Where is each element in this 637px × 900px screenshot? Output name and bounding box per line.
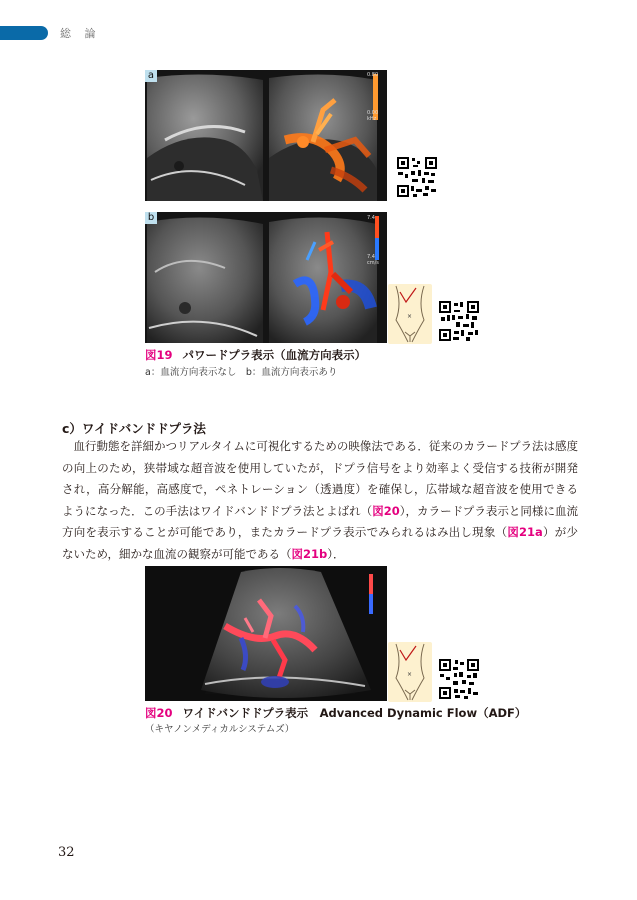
figure-reference-link[interactable]: 図21a [507,525,543,540]
page-number: 32 [58,845,75,860]
figure-reference-link[interactable]: 図21b [291,546,328,561]
svg-text:×: × [407,671,413,678]
qr-code-20-icon[interactable] [438,658,480,700]
scale-top-label: 0.80 [367,72,379,78]
velocity-scale-negative [375,238,379,260]
figure-number: 図19 [145,348,173,362]
scale-unit-label: cm/s [367,260,379,266]
figure-19-subcaption: a：血流方向表示なし b：血流方向表示あり [145,367,338,378]
figure-number: 図20 [145,706,173,720]
probe-position-diagram [388,284,432,344]
figure-20-caption [145,705,526,721]
text-run: ）． [327,546,345,561]
flow-scale-positive [369,574,373,594]
section-label: 総 論 [60,27,101,40]
figure-20-subcaption: （キヤノンメディカルシステムズ） [145,724,295,735]
figure-19-caption [145,347,366,363]
panel-a-label: a [145,70,157,82]
figure-19b-image [145,212,387,343]
flow-scale-negative [369,594,373,614]
panel-b-label: b [145,212,157,224]
scale-bottom-label: 0.00 [367,110,379,116]
qr-code-19b-icon[interactable] [438,300,480,342]
figure-title: パワードプラ表示（血流方向表示） [182,348,367,362]
section-heading: c）ワイドバンドドプラ法 [62,421,206,436]
figure-20-image [145,566,387,701]
scale-unit-label: kHz [367,116,377,122]
figure-title: ワイドバンドドプラ表示 Advanced Dynamic Flow（ADF） [182,706,527,720]
scale-bottom-label: 7.4 [367,254,375,260]
section-color-bar [0,26,48,40]
figure-reference-link[interactable]: 図20 [372,503,400,518]
probe-position-diagram [388,642,432,702]
figure-19a-image [145,70,387,201]
text-run: ）が少ないため，細かな血流の観察が可能である（ [62,525,579,561]
text-run: 血行動態を詳細かつリアルタイムに可視化するための映像法である．従来のカラードプラ法は感度の向上のため，狭帯域な超音波を使用していたが，ドプラ信号をより効率よく受信する技術が開発され，高分解能，高感度で，ペネトレーション（透過度）を確保し，広帯域な超音波を使用できるようになった．この手法はワイドバンドドプラ法とよばれ（ [62,439,578,518]
text-run: ），カラードプラ表示と同様に血流方向を表示することが可能であり，またカラードプラ表示でみられるはみ出し現象（ [62,503,579,540]
svg-text:×: × [407,313,413,320]
body-paragraph [62,436,578,566]
qr-code-19a-icon[interactable] [396,156,438,198]
scale-top-label: 7.4 [367,215,375,221]
velocity-scale-positive [375,216,379,238]
